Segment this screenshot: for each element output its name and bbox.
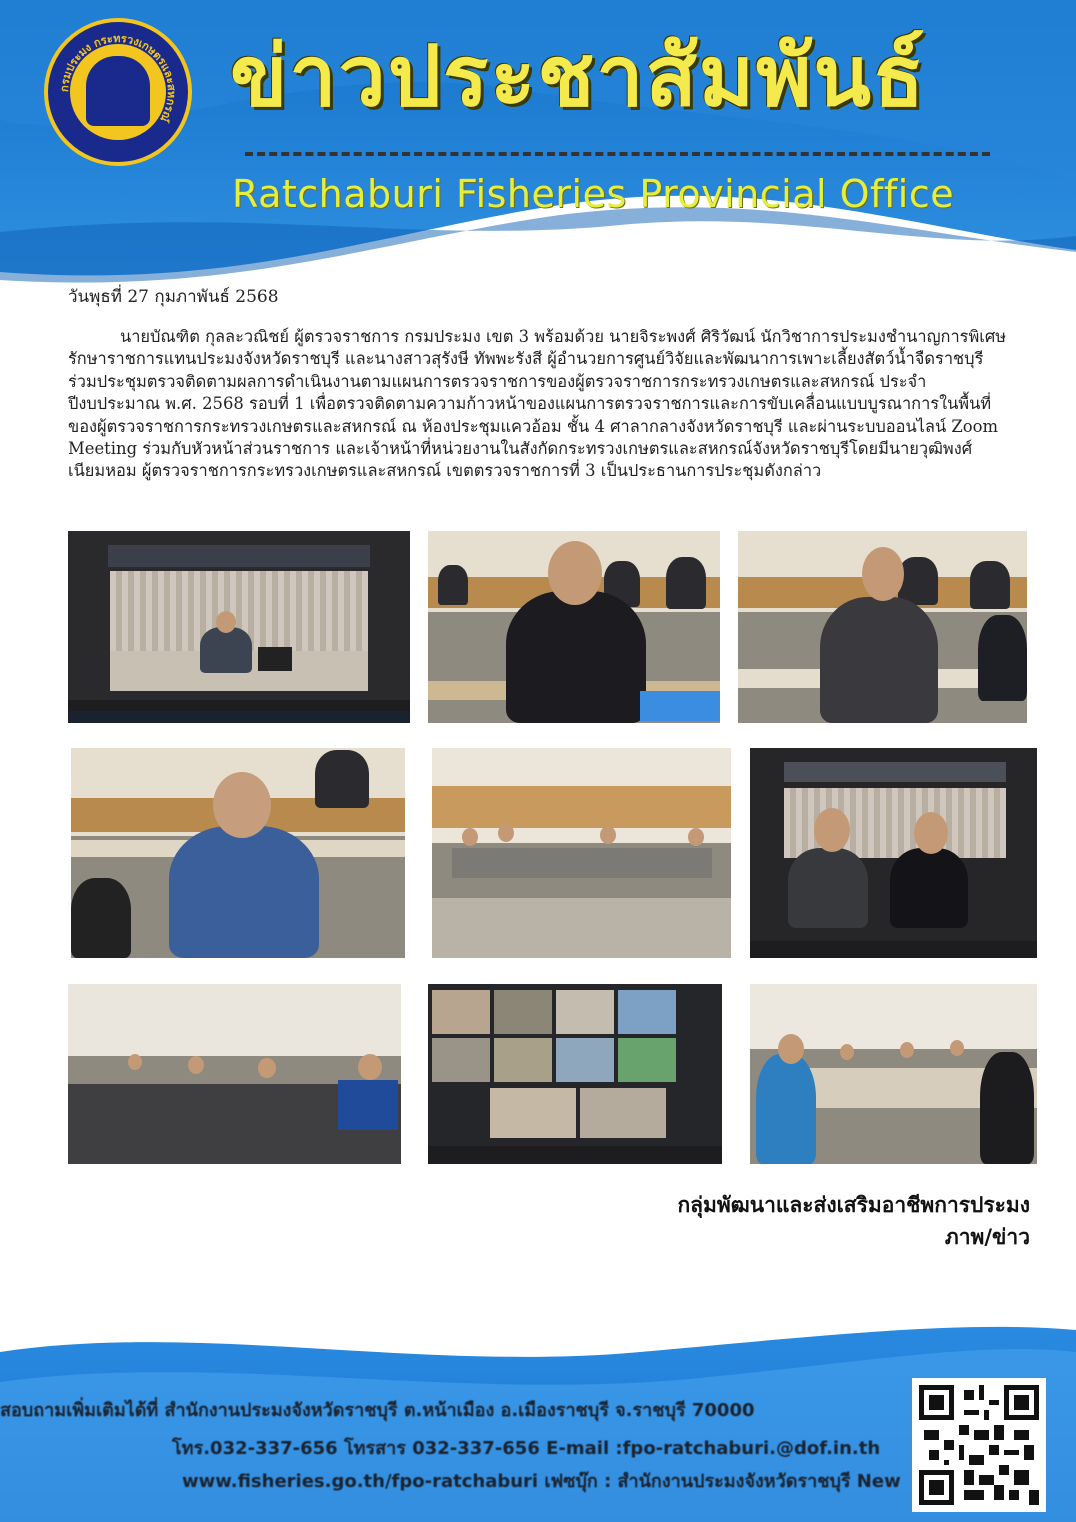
meeting-photo-man-jacket (738, 531, 1027, 723)
meeting-table-row (68, 984, 401, 1164)
footer-address: สอบถามเพิ่มเติมได้ที่ สำนักงานประมงจังหวัดราชบุรี ต.หน้าเมือง อ.เมืองราชบุรี จ.ราชบุรี 70000 (0, 1400, 755, 1421)
footer-website: www.fisheries.go.th/fpo-ratchaburi เฟซบุ๊ก : สำนักงานประมงจังหวัดราชบุรี New (182, 1471, 901, 1492)
meeting-photo-woman-shirt (71, 748, 405, 958)
meeting-room-side (750, 984, 1037, 1164)
page-title: ข่าวประชาสัมพันธ์ (230, 27, 927, 125)
credit-group: กลุ่มพัฒนาและส่งเสริมอาชีพการประมง (677, 1193, 1030, 1217)
footer-phone-email: โทร.032-337-656 โทรสาร 032-337-656 E-mail :fpo-ratchaburi.@dof.in.th (172, 1438, 881, 1459)
title-divider (245, 152, 990, 156)
credit-label: ภาพ/ข่าว (944, 1225, 1030, 1249)
qr-code[interactable] (912, 1378, 1046, 1512)
logo-ring-text: กรมประมง กระทรวงเกษตรและสหกรณ์ (57, 31, 179, 125)
header-banner (0, 0, 1076, 290)
meeting-room-wide (432, 748, 731, 958)
svg-text:กรมประมง กระทรวงเกษตรและสหกรณ์ (58, 32, 178, 125)
zoom-meeting-screenshot-1 (68, 531, 410, 723)
fisheries-department-logo (44, 18, 192, 166)
zoom-meeting-screenshot-2 (750, 748, 1037, 958)
zoom-gallery-screenshot (428, 984, 722, 1164)
article-date: วันพุธที่ 27 กุมภาพันธ์ 2568 (68, 287, 279, 307)
article-body: นายบัณฑิต กุลละวณิชย์ ผู้ตรวจราชการ กรมประมง เขต 3 พร้อมด้วย นายจิระพงศ์ ศิริวัฒน์ นักวิชาการประมงชำนาญการพิเศษ รักษาราชการแทนประมงจังหวัดราชบุรี และนางสาวสุรังษี ทัพพะรังสี ผู้อำนวยการศูนย์วิจัยและพัฒนาการเพาะเลี้ยงสัตว์น้ำจืดราชบุรี ร่วมประชุมตรวจติดตามผลการดำเนินงานตามแผนการตรวจราชการของผู้ตรวจราชการกระทรวงเกษตรและสหกรณ์ ประจำปีงบประมาณ พ.ศ. 2568 รอบที่ 1 เพื่อตรวจติดตามความก้าวหน้าของแผนการตรวจราชการและการขับเคลื่อนแบบบูรณาการในพื้นที่ของผู้ตรวจราชการกระทรวงเกษตรและสหกรณ์ ณ ห้องประชุมแควอ้อม ชั้น 4 ศาลากลางจังหวัดราชบุรี และผ่านระบบออนไลน์ Zoom Meeting ร่วมกับหัวหน้าส่วนราชการ และเจ้าหน้าที่หน่วยงานในสังกัดกระทรวงเกษตรและสหกรณ์จังหวัดราชบุรีโดยมีนายวุฒิพงศ์ เนียมหอม ผู้ตรวจราชการกระทรวงเกษตรและสหกรณ์ เขตตรวจราชการที่ 3 เป็นประธานการประชุมดังกล่าว (68, 327, 1007, 481)
meeting-photo-man-vest (428, 531, 720, 723)
office-name: Ratchaburi Fisheries Provincial Office (232, 172, 955, 216)
